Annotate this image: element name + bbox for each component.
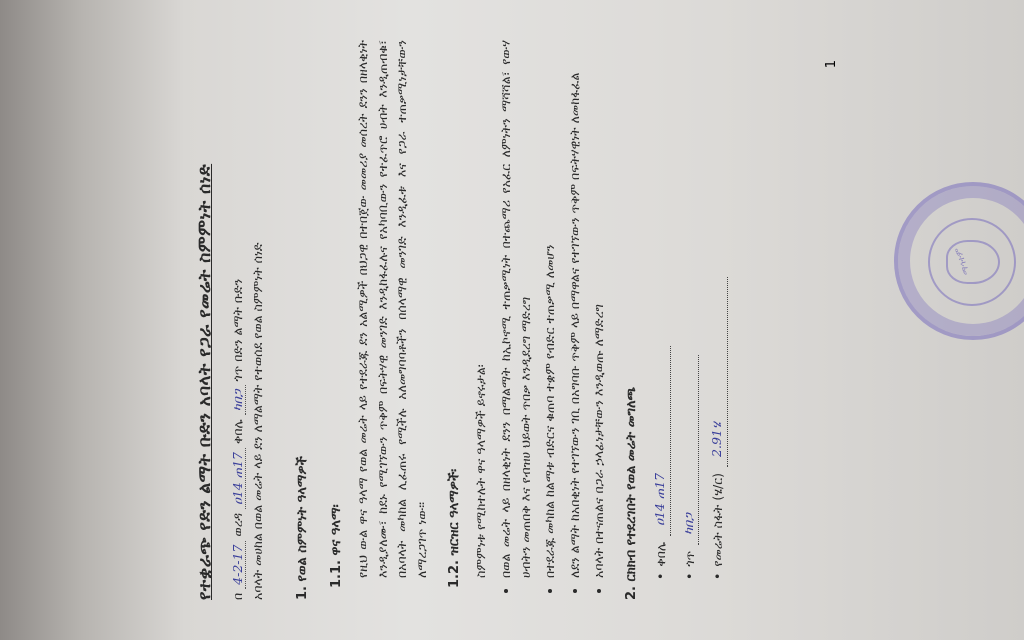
land-field-row: • ጎጥ ካበጋ	[679, 40, 699, 580]
document-page	[164, 0, 1024, 640]
land-field-label: ጎጥ	[681, 550, 697, 567]
handwritten-woreda: ዐ14 ጠ17	[230, 448, 246, 509]
document-title: የተቋራጭ የድን ልማት ቡድን አባላት የጋራ የመሬት ስምምነት ሰነድ	[195, 163, 215, 600]
stamp-text: ማኅተም	[953, 246, 973, 277]
land-field-label: ቀበሌ	[653, 541, 669, 567]
land-field-value: ካበጋ	[679, 355, 699, 545]
objectives-list	[496, 40, 608, 600]
section-1-1-heading: 1.1. ዋና ዓላማ፡	[329, 504, 345, 588]
objective-item: • አባላት በተናጠልና በጋራ ኃላፊነታቸውን እንዲወጡ ለማድረግ	[589, 40, 608, 578]
land-field-value: 2.91ሄ	[707, 277, 727, 467]
objective-item: • በተደራጁ መካከል ከልማቱ ብድርና ቁጠባ ተቋም የብድር ተጠቃሚ ለመሆን	[540, 40, 559, 578]
section-2-heading: 2. ርክክብ የተደረገበት የወል መሬት መግለጫ	[624, 386, 640, 600]
document-intro: በ 4-2-17 ወረዳ ዐ14 ጠ17 ቀበሌ ካበጋ ጎጥ በድን ልማት ቡድን አባላት መሀከል በወል መሬት ላይ ደን ለማልማት የተወሰደ የወል ስምምነት ሰነድ	[230, 242, 265, 600]
land-field-row: • የመሬት ስፋት (ሄ/ር) 2.91ሄ	[707, 40, 727, 580]
section-1-2-intro: ስምምነቱ የሚከተሉት ዋና ዓላማዎች ይኖሩታል፡	[473, 364, 489, 578]
land-field-label: የመሬት ስፋት (ሄ/ር)	[710, 472, 726, 567]
handwritten-kebele: ካበጋ	[230, 386, 246, 416]
objective-item: • ለደን ልማት ከአበቂነት የተገኘውን ገቢ በአግባቡ ጥቅም ላይ በማዋልና የተገኘውን ጥቅም በፍትሃዊነት ለመከፋፈል	[565, 40, 584, 578]
land-field-value: ዐ14 ጠ17	[650, 346, 670, 536]
land-field-row: • ቀበሌ ዐ14 ጠ17	[650, 40, 670, 580]
page-number: 1	[824, 60, 839, 69]
handwritten-date: 4-2-17	[230, 541, 246, 589]
section-1-heading: 1. የወል ስምምነት ዓላማዎች	[295, 456, 311, 600]
intro-line-2: አባላት መሀከል በወል መሬት ላይ ደን ለማልማት የተወሰደ የወል ስምምነት ሰነድ	[249, 242, 265, 600]
objective-item: • በወል መሬት ላይ በዘላቂነት ደንን በማልማት ከኢኮኖሚ ተጠቃሚነት በተጨማሪ የአፈር ለምነትን ማሻሻል፣ የውሃ ሀብትን መጠበቅ እና የብዝሀ ህይወት ጥበቃ እንዲደረግ ማድረግ	[496, 40, 535, 578]
section-1-1-text: የዚህ ውል ዋና ዓላማ የወል መሬት ላይ የተደራጁ ደን አልሚዎች በህጋዊ በተበጀው መመሪያ መሰረት ደንን በዘላቂነት እንዲያለሙ፣ ከደኑ የሚገኘውን ጥቅም በፍትሃዊ መንገድ እንዲከፋፈሉና የአካባቢውን የተፈጥሮ ሀብት እንዲጠብቁ፣ በአባላት መካከል ሊፈጠሩ የሚችሉ አለመግባባቶችን በሰላማዊ መንገድ እንዲፈቱ እና የጋራ ተጠቃሚነታቸውን ለማረጋገጥ ነው፡፡	[355, 40, 429, 578]
section-1-2-heading: 1.2. ዝርዝር ዓላማዎች፡	[446, 468, 462, 588]
